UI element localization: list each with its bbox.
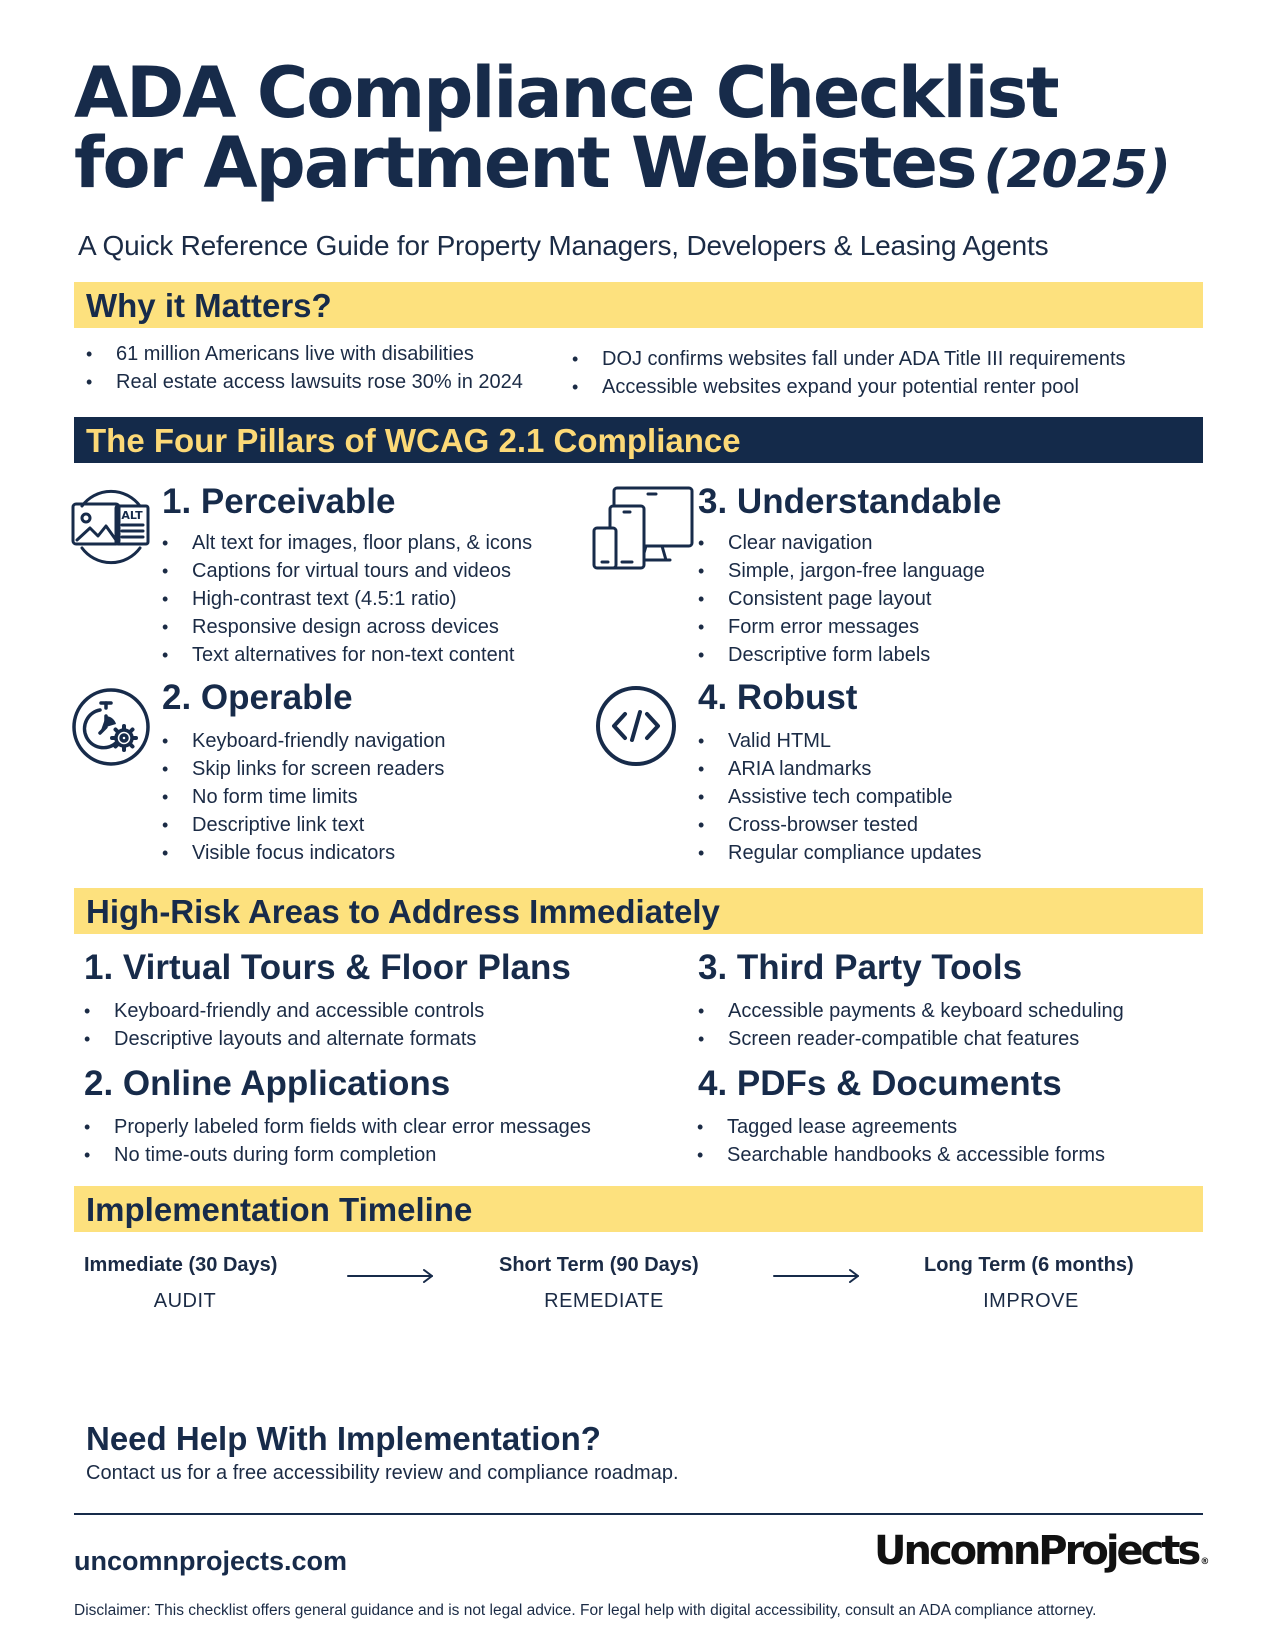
alt-label: ALT — [121, 509, 143, 522]
timeline-section-header — [74, 1186, 1203, 1232]
list-item: • Cross-browser tested — [696, 811, 982, 839]
list-item: • Accessible payments & keyboard scheduling — [696, 997, 1124, 1025]
title-year: (2025) — [983, 140, 1170, 200]
arrow-right-icon — [346, 1268, 436, 1289]
pillars-section-title: The Four Pillars of WCAG 2.1 Compliance — [86, 422, 741, 459]
list-item: • Visible focus indicators — [160, 839, 446, 867]
page-subtitle: A Quick Reference Guide for Property Managers, Developers & Leasing Agents — [78, 230, 1049, 261]
list-item: • High-contrast text (4.5:1 ratio) — [160, 585, 532, 613]
list-item: • Properly labeled form fields with clear error messages — [82, 1113, 591, 1141]
pillar-list — [160, 727, 446, 867]
risk-section-header — [74, 888, 1203, 934]
list-item: • Descriptive layouts and alternate formats — [82, 1025, 484, 1053]
pillars-section-header — [74, 417, 1203, 463]
help-heading: Need Help With Implementation? — [86, 1420, 601, 1457]
risk-list — [695, 1113, 1105, 1169]
pillar-heading: 3. Understandable — [698, 482, 1002, 521]
risk-list — [82, 1113, 591, 1169]
timeline-stage-action: REMEDIATE — [544, 1290, 664, 1312]
list-item: • Simple, jargon-free language — [696, 557, 985, 585]
list-item: • Descriptive form labels — [696, 641, 985, 669]
risk-list — [82, 997, 484, 1053]
list-item: • Valid HTML — [696, 727, 982, 755]
timeline-stage-label: Short Term (90 Days) — [499, 1254, 699, 1276]
pillar-heading: 4. Robust — [698, 678, 858, 717]
title-line-1: ADA Compliance Checklist — [74, 52, 1058, 134]
why-list-right — [570, 345, 1126, 401]
list-item: • ARIA landmarks — [696, 755, 982, 783]
page-title — [74, 52, 1214, 205]
help-text: Contact us for a free accessibility review and compliance roadmap. — [86, 1462, 679, 1484]
list-item: • Form error messages — [696, 613, 985, 641]
list-item: • Descriptive link text — [160, 811, 446, 839]
why-list-left — [84, 340, 523, 396]
timer-gear-icon — [70, 686, 152, 768]
list-item: • Tagged lease agreements — [695, 1113, 1105, 1141]
why-section-header — [74, 282, 1203, 328]
list-item: • Assistive tech compatible — [696, 783, 982, 811]
title-line-2-text: for Apartment Webistes — [74, 122, 976, 204]
footer-divider — [74, 1513, 1203, 1515]
risk-heading: 3. Third Party Tools — [698, 948, 1023, 987]
timeline-stage-action: AUDIT — [153, 1290, 217, 1312]
list-item: • No time-outs during form completion — [82, 1141, 591, 1169]
registered-mark: ® — [1200, 1557, 1210, 1567]
risk-heading: 1. Virtual Tours & Floor Plans — [84, 948, 571, 987]
pillar-list — [696, 529, 985, 669]
alt-image-icon — [70, 486, 152, 568]
list-item: • Captions for virtual tours and videos — [160, 557, 532, 585]
code-icon — [594, 684, 678, 768]
list-item: • Clear navigation — [696, 529, 985, 557]
risk-heading: 2. Online Applications — [84, 1064, 451, 1103]
timeline-stage-action: IMPROVE — [983, 1290, 1079, 1312]
risk-list — [696, 997, 1124, 1053]
timeline-section-title: Implementation Timeline — [86, 1191, 473, 1228]
pillar-list — [696, 727, 982, 867]
why-item: • Accessible websites expand your potential renter pool — [570, 373, 1126, 401]
timeline-stage-label: Immediate (30 Days) — [84, 1254, 278, 1276]
pillar-list — [160, 529, 532, 669]
title-line-2 — [74, 122, 1214, 205]
why-item: • DOJ confirms websites fall under ADA Title III requirements — [570, 345, 1126, 373]
list-item: • No form time limits — [160, 783, 446, 811]
pillar-heading: 1. Perceivable — [162, 482, 396, 521]
devices-icon — [592, 486, 694, 578]
brand-logo — [874, 1528, 1209, 1574]
arrow-right-icon — [772, 1268, 862, 1289]
disclaimer: Disclaimer: This checklist offers general guidance and is not legal advice. For legal help with digital accessibility, consult an ADA compliance attorney. — [74, 1602, 1097, 1619]
list-item: • Keyboard-friendly and accessible controls — [82, 997, 484, 1025]
list-item: • Regular compliance updates — [696, 839, 982, 867]
list-item: • Searchable handbooks & accessible forms — [695, 1141, 1105, 1169]
risk-section-title: High-Risk Areas to Address Immediately — [86, 893, 720, 930]
timeline-stage-label: Long Term (6 months) — [924, 1254, 1134, 1276]
website-link[interactable]: uncomnprojects.com — [74, 1546, 348, 1576]
why-item: • 61 million Americans live with disabilities — [84, 340, 523, 368]
list-item: • Responsive design across devices — [160, 613, 532, 641]
risk-heading: 4. PDFs & Documents — [698, 1064, 1062, 1103]
list-item: • Skip links for screen readers — [160, 755, 446, 783]
list-item: • Keyboard-friendly navigation — [160, 727, 446, 755]
pillar-heading: 2. Operable — [162, 678, 353, 717]
list-item: • Screen reader-compatible chat features — [696, 1025, 1124, 1053]
brand-logo-text: UncomnProjects — [874, 1528, 1199, 1574]
list-item: • Text alternatives for non-text content — [160, 641, 532, 669]
why-section-title: Why it Matters? — [86, 287, 332, 324]
why-item: • Real estate access lawsuits rose 30% in 2024 — [84, 368, 523, 396]
list-item: • Consistent page layout — [696, 585, 985, 613]
list-item: • Alt text for images, floor plans, & icons — [160, 529, 532, 557]
